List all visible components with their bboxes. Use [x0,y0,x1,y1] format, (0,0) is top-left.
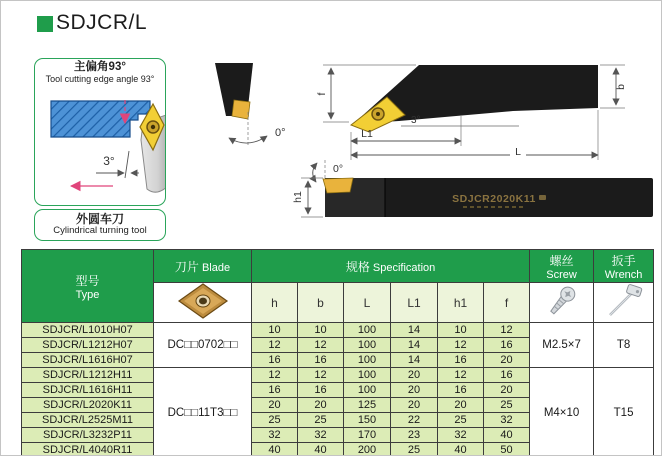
f-value: 16 [484,338,530,353]
wrench-photo-cell [594,283,654,323]
b-value: 10 [298,323,344,338]
b-value: 12 [298,368,344,383]
h-value: 10 [252,323,298,338]
top-view-angle-label: 0° [333,163,344,175]
blade-group-1: DC□□0702□□ [154,323,252,368]
h-value: 25 [252,413,298,428]
f-value: 40 [484,428,530,443]
L-value: 100 [344,338,391,353]
f-value: 20 [484,383,530,398]
relief-angle-label: 3° [411,115,421,126]
h-value: 20 [252,398,298,413]
h1-value: 25 [438,413,484,428]
col-header-type [22,250,154,323]
h-value: 12 [252,368,298,383]
f-value: 25 [484,398,530,413]
type-value: SDJCR/L1616H11 [22,383,154,398]
insert-photo-icon [177,283,229,319]
side-view-insert-screw-center [376,112,380,116]
wrench-group-2: T15 [594,368,654,456]
blade-header-en: Blade [201,261,231,274]
b-label: b [615,84,627,90]
caption-cn: 外圆车刀 [75,212,124,227]
screw-header-en: Screw [546,268,577,281]
green-square-bullet-icon [37,16,53,32]
h1-value: 20 [438,398,484,413]
f-value: 12 [484,323,530,338]
b-value: 20 [298,398,344,413]
l1-label: L1 [361,128,373,140]
h1-value: 12 [438,368,484,383]
f-value: 20 [484,353,530,368]
L1-value: 20 [391,383,438,398]
type-value: SDJCR/L2525M11 [22,413,154,428]
h1-value: 10 [438,323,484,338]
h1-value: 12 [438,338,484,353]
L1-value: 23 [391,428,438,443]
L1-value: 25 [391,443,438,456]
wrench-header-en: Wrench [604,268,643,281]
h1-label: h1 [292,191,304,203]
type-value: SDJCR/L1212H11 [22,368,154,383]
L1-value: 22 [391,413,438,428]
wrench-group-1: T8 [594,323,654,368]
top-view [292,160,653,217]
h-value: 12 [252,338,298,353]
L1-value: 14 [391,338,438,353]
top-view-insert [323,178,353,193]
b-value: 16 [298,353,344,368]
side-view [316,65,627,160]
h1-value: 16 [438,353,484,368]
f-label: f [316,92,328,96]
col-header-screw [530,250,594,283]
type-value: SDJCR/L1616H07 [22,353,154,368]
workpiece-shape [51,101,150,137]
type-value: SDJCR/L4040R11 [22,443,154,456]
type-value: SDJCR/L3232P11 [22,428,154,443]
col-header-wrench [594,250,654,283]
wrench-header-cn: 扳手 [611,253,636,268]
f-value: 16 [484,368,530,383]
L-value: 170 [344,428,391,443]
blade-header-cn: 刀片 [174,259,199,274]
spec-col-b: b [298,283,344,323]
technical-drawings [201,54,662,248]
angle-3-label: 3° [103,154,115,168]
h1-value: 40 [438,443,484,456]
b-value: 25 [298,413,344,428]
spec-header-cn: 规格 [345,259,370,274]
type-value: SDJCR/L1010H07 [22,323,154,338]
flank-line [125,151,129,178]
end-view-angle-label: 0° [275,127,286,139]
blade-group-2: DC□□11T3□□ [154,368,252,456]
col-header-blade [154,250,252,283]
l-label: L [515,146,521,158]
end-view-insert [232,100,250,119]
heading-cn: 主偏角93° [74,61,126,73]
b-value: 40 [298,443,344,456]
h1-value: 32 [438,428,484,443]
screw-group-2: M4×10 [530,368,594,456]
L-value: 200 [344,443,391,456]
etched-model-text: SDJCR2020K11 [452,193,536,205]
spec-col-L1: L1 [391,283,438,323]
L1-value: 20 [391,398,438,413]
f-value: 50 [484,443,530,456]
L1-value: 14 [391,353,438,368]
L-value: 100 [344,368,391,383]
b-value: 12 [298,338,344,353]
spec-col-L: L [344,283,391,323]
h-value: 16 [252,353,298,368]
caption-en: Cylindrical turning tool [53,225,147,237]
h-value: 16 [252,383,298,398]
screw-icon [544,284,580,318]
turning-operation-diagram [35,85,165,203]
heading-en: Tool cutting edge angle 93° [45,74,155,85]
table-row [22,323,654,338]
h-value: 40 [252,443,298,456]
b-value: 16 [298,383,344,398]
spec-header-en: Specification [372,261,436,274]
spec-col-h: h [252,283,298,323]
insert-screw-center [151,125,155,129]
h1-value: 16 [438,383,484,398]
tool-caption-box [34,209,166,241]
spec-col-f: f [484,283,530,323]
type-header-en: Type [75,288,100,301]
type-value: SDJCR/L2020K11 [22,398,154,413]
b-value: 32 [298,428,344,443]
blade-insert-photo-cell [154,283,252,323]
screw-photo-cell [530,283,594,323]
spec-table [21,249,654,456]
top-view-arc [313,163,317,182]
L-value: 150 [344,413,391,428]
L1-value: 20 [391,368,438,383]
screw-header-cn: 螺丝 [549,253,574,268]
col-header-spec [252,250,530,283]
L-value: 125 [344,398,391,413]
etched-logo-mark [539,195,546,200]
L-value: 100 [344,323,391,338]
spec-col-h1: h1 [438,283,484,323]
h-value: 32 [252,428,298,443]
info-box-heading [35,59,165,85]
page-title-text: SDJCR/L [56,11,148,34]
f-value: 32 [484,413,530,428]
screw-group-1: M2.5×7 [530,323,594,368]
table-row [22,368,654,383]
type-header-cn: 型号 [75,273,100,288]
end-view [215,63,286,146]
L1-value: 14 [391,323,438,338]
L-value: 100 [344,383,391,398]
wrench-icon [604,284,644,318]
L-value: 100 [344,353,391,368]
page-title [37,11,147,35]
type-value: SDJCR/L1212H07 [22,338,154,353]
